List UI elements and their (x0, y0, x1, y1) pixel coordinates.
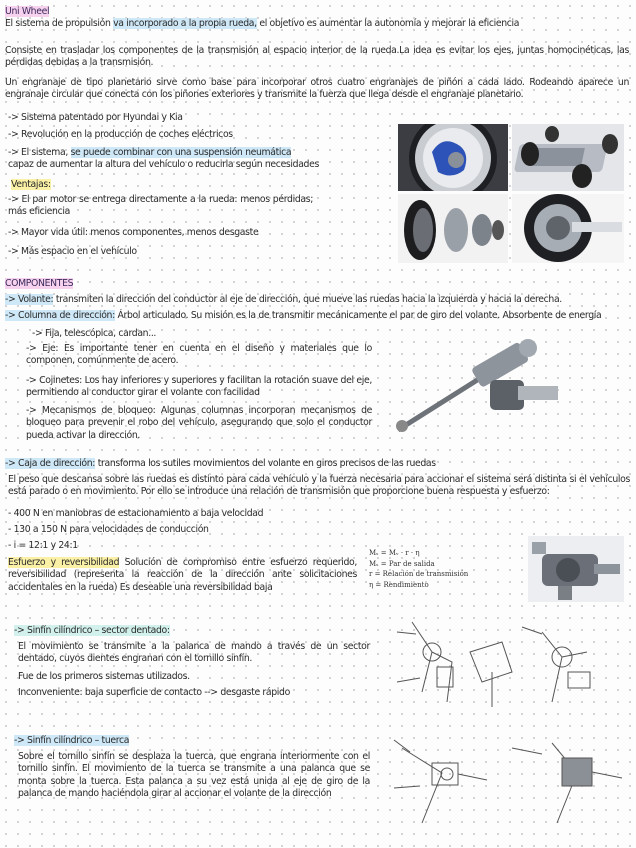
columna-bloqueo: -> Mecanismos de bloqueo: Algunas columnas incorporan mecanismos de bloqueo para prevenir el robo del vehículo, asegurando que solo el conductor pueda activar la dirección. (26, 405, 372, 441)
sinfin-tuerca-title: -> Sinfín cilíndrico – tuerca (14, 735, 130, 746)
ventaja-par-motor: -> El par motor se entrega directamente a la rueda: menos pérdidas; más eficiencia (8, 194, 313, 218)
wheel-interior-photo (398, 124, 508, 191)
ev-platform-photo (512, 124, 624, 191)
formula-relacion: r = Relación de transmisión (369, 570, 469, 578)
uni-wheel-intro: El sistema de propulsión va incorporado a la propia rueda, el objetivo es aumentar la autonomía y mejorar la eficiencia (5, 18, 520, 29)
ventaja-espacio: -> Más espacio en el vehículo (8, 246, 137, 257)
columna-cojinetes: -> Cojinetes: Los hay inferiores y superiores y facilitan la rotación suave del eje, permitiendo al conductor girar el volante con facilidad (26, 375, 372, 399)
columna-tipos: -> Fija, telescópica, cardan... (32, 328, 157, 339)
wheel-hub-photo (512, 194, 624, 263)
sinfin-tuerca-text: Sobre el tornillo sinfín se desplaza la tuerca, que engrana interiormente con el tornillo sinfín. El movimiento de la tuerca se transmite a una palanca que se monta sobre la tuerca. Esta palanca a su vez está unida al eje de giro de la palanca de mando haciéndola girar al accionar el volante de la dirección (18, 751, 370, 799)
fuerza-estacionamiento: - 400 N en maniobras de estacionamiento a baja velocidad (8, 508, 264, 519)
bullet-patent: -> Sistema patentado por Hyundai y Kia (8, 112, 183, 123)
formula-rendimiento: η = Rendimiento (369, 580, 429, 589)
formula-block (369, 548, 468, 590)
formula-par-salida: Mₛ = Par de salida (369, 559, 435, 568)
sinfin-sector-history: Fue de los primeros sistemas utilizados. (18, 671, 190, 682)
steering-box-photo (528, 536, 624, 602)
sinfin-sector-text: El movimiento se transmite a la palanca de mando a través de un sector dentado, cuyos dientes engranan con el tornillo sinfín. (18, 641, 370, 665)
uni-wheel-paragraph-3: Un engranaje de tipo planetario sirve como base para incorporar otros cuatro engranajes de piñón a cada lado. Rodeando aparece un engranaje circular que conecta con los piñones exteriores y transmite la fuerza que llega desde el engranaje planetario. (5, 77, 629, 101)
volante-line: -> Volante: transmiten la dirección del conductor al eje de dirección, que mueve las ruedas hacia la izquierda y hacia la derecha. (5, 294, 562, 305)
sinfin-sector-drawback: Inconveniente: baja superficie de contacto --> desgaste rápido (18, 687, 290, 698)
relacion-transmision: - i = 12:1 y 24:1 (8, 540, 78, 551)
sinfin-sector-diagram (392, 612, 628, 716)
bullet-revolution: -> Revolución en la producción de coches eléctricos (8, 129, 233, 140)
caja-line: -> Caja de dirección: transforma los sutiles movimientos del volante en giros precisos de las ruedas (5, 458, 436, 469)
caja-paragraph: El peso que descansa sobre las ruedas es distinto para cada vehículo y la fuerza necesaria para accionar el sistema será distinta si el vehículos está parado o en movimiento. Por ello se introduce una relación de transmisión que proporcione buena respuesta y esfuerzo: (8, 474, 630, 498)
bullet-suspension: -> El sistema, se puede combinar con una suspensión neumática (8, 147, 292, 158)
section-title-uni-wheel: Uni Wheel (5, 6, 50, 17)
bullet-suspension-cont: capaz de aumentar la altura del vehículo o reducirla según necesidades (8, 159, 319, 170)
fuerza-conduccion: - 130 a 150 N para velocidades de conducción (8, 524, 209, 535)
ventaja-vida-util: -> Mayor vida útil: menos componentes, menos desgaste (8, 227, 259, 238)
columna-line: -> Columna de dirección: Árbol articulado. Su misión es la de transmitir mecánicamente el par de giro del volante. Absorbente de energía (5, 310, 602, 321)
columna-eje: -> Eje: Es importante tener en cuenta en el diseño y materiales que lo componen, comúnmente de acero. (26, 343, 372, 367)
steering-column-image (378, 330, 574, 438)
ventajas-heading: Ventajas: (11, 179, 51, 190)
wheel-exploded-photo (398, 194, 508, 263)
sinfin-tuerca-diagram (392, 728, 628, 832)
section-title-componentes: COMPONENTES (5, 278, 74, 289)
esfuerzo-reversibilidad: Esfuerzo y reversibilidad Solución de compromiso entre esfuerzo requerido, reversibilidad (representa la reacción de la dirección ante solicitaciones accidentales en la rueda) Es deseable una reversibilidad baja (8, 557, 357, 593)
sinfin-sector-title: -> Sinfín cilíndrico – sector dentado: (14, 625, 170, 636)
uni-wheel-paragraph-2: Consiste en trasladar los componentes de la transmisión al espacio interior de la rueda.La idea es evitar los ejes, juntas homocinéticas, las pérdidas debidas a la transmisión. (5, 45, 629, 69)
formula-par: Mₛ = Mᵥ · r · η (369, 549, 420, 557)
